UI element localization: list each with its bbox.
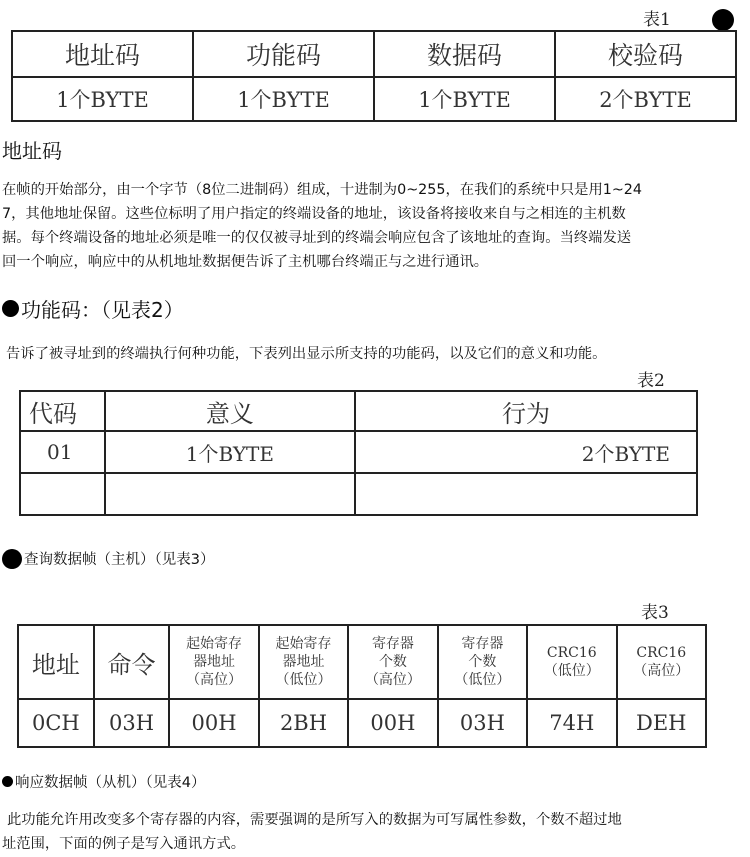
table3-cell: 03H — [438, 699, 527, 747]
table1-caption: 表1 — [643, 10, 671, 30]
table1-cell: 2个BYTE — [555, 77, 736, 121]
table1-cell: 1个BYTE — [374, 77, 555, 121]
table2 — [19, 390, 698, 516]
table2-cell: 01 — [20, 431, 105, 473]
table3-cell: 00H — [348, 699, 437, 747]
table1-header: 数据码 — [374, 31, 555, 77]
address-section-title: 地址码 — [2, 139, 62, 163]
table3-header: 起始寄存 器地址 （低位） — [259, 625, 348, 699]
table2-caption: 表2 — [637, 371, 665, 391]
table3-header: 地址 — [18, 625, 94, 699]
table1-cell: 1个BYTE — [12, 77, 193, 121]
table1-header: 功能码 — [193, 31, 374, 77]
table3-header: CRC16 （低位） — [527, 625, 616, 699]
table3 — [17, 624, 707, 748]
table2-cell: 2个BYTE — [355, 431, 697, 473]
paragraph-line: 在帧的开始部分，由一个字节（8位二进制码）组成，十进制为0~255，在我们的系统中只是用1~24 — [2, 182, 643, 198]
bullet-icon — [712, 9, 734, 31]
table1-cell: 1个BYTE — [193, 77, 374, 121]
function-section-desc: 告诉了被寻址到的终端执行何种功能，下表列出显示所支持的功能码，以及它们的意义和功能。 — [6, 346, 607, 362]
address-section-text — [2, 178, 748, 274]
bullet-icon — [2, 300, 19, 317]
function-section-title: 功能码：（见表2） — [21, 298, 184, 322]
bullet-icon — [2, 549, 22, 569]
table2-header: 意义 — [105, 391, 355, 431]
table2-cell — [355, 473, 697, 515]
table2-header: 代码 — [20, 391, 105, 431]
table3-cell: 2BH — [259, 699, 348, 747]
query-frame-title: 查询数据帧（主机）（见表3） — [24, 552, 215, 568]
bullet-icon — [2, 776, 13, 787]
table3-header: 命令 — [94, 625, 170, 699]
table2-cell: 1个BYTE — [105, 431, 355, 473]
table3-header: CRC16 （高位） — [617, 625, 706, 699]
table3-header: 寄存器 个数 （低位） — [438, 625, 527, 699]
paragraph-line: 址范围，下面的例子是写入通讯方式。 — [2, 836, 246, 852]
table3-cell: 74H — [527, 699, 616, 747]
table3-cell: 00H — [169, 699, 258, 747]
response-frame-heading — [2, 771, 205, 792]
table2-cell — [105, 473, 355, 515]
table3-header: 起始寄存 器地址 （高位） — [169, 625, 258, 699]
table2-cell — [20, 473, 105, 515]
table3-cell: DEH — [617, 699, 706, 747]
query-frame-heading — [2, 548, 214, 569]
table1-header: 校验码 — [555, 31, 736, 77]
table2-header: 行为 — [355, 391, 697, 431]
table3-caption: 表3 — [641, 603, 669, 623]
table3-cell: 0CH — [18, 699, 94, 747]
paragraph-line: 据。每个终端设备的地址必须是唯一的仅仅被寻址到的终端会响应包含了该地址的查询。当终端发送 — [2, 230, 632, 246]
function-section-heading — [2, 294, 184, 323]
table1 — [11, 30, 737, 122]
paragraph-line: 回一个响应，响应中的从机地址数据便告诉了主机哪台终端正与之进行通讯。 — [2, 254, 489, 270]
final-paragraph — [2, 808, 748, 856]
paragraph-line: 7，其他地址保留。这些位标明了用户指定的终端设备的地址，该设备将接收来自与之相连的主机数 — [2, 206, 626, 222]
table3-header: 寄存器 个数 （高位） — [348, 625, 437, 699]
table3-cell: 03H — [94, 699, 170, 747]
table1-header: 地址码 — [12, 31, 193, 77]
response-frame-title: 响应数据帧（从机）（见表4） — [15, 775, 206, 791]
paragraph-line: 此功能允许用改变多个寄存器的内容，需要强调的是所写入的数据为可写属性参数，个数不超过地 — [7, 812, 622, 828]
